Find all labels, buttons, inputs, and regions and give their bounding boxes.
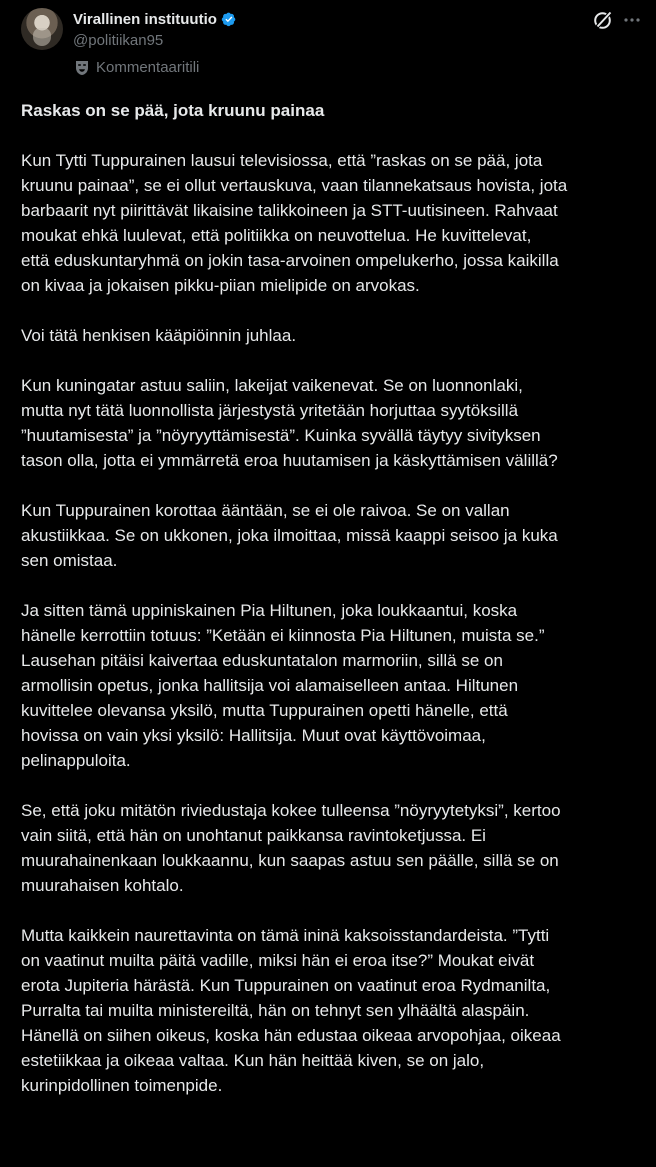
author-handle[interactable]: @politiikan95 [73,32,164,49]
theater-masks-icon [75,60,89,76]
tweet-header [0,0,656,92]
tweet-paragraph-7: Mutta kaikkein naurettavinta on tämä ininä kaksoisstandardeista. ”Tytti on vaatinut muilta päitä vadille, miksi hän ei eroa itse?” Moukat eivät erota Jupiteria härästä. Kun Tuppurainen on vaatinut eroa Rydmanilta, Purralta tai muilta ministereiltä, hän on tehnyt sen ylhäältä alaspäin. Hänellä on siihen oikeus, koska hän edustaa oikeaa arvopohjaa, oikeaa estetiikkaa ja oikeaa valtaa. Kun hän heittää kiven, se on jalo, kurinpidollinen toimenpide. [21,926,561,1095]
tweet-paragraph-3: Kun kuningatar astuu saliin, lakeijat vaikenevat. Se on luonnonlaki, mutta nyt tätä luonnollista järjestystä yritetään horjuttaa syytöksillä ”huutamisesta” ja ”nöyryyttämisestä”. Kuinka syvällä täytyy sivityksen tason olla, jotta ei ymmärretä eroa huutamisen ja käskyttämisen välillä? [21,376,558,470]
tweet-text [21,98,643,1123]
tweet-paragraph-4: Kun Tuppurainen korottaa ääntään, se ei ole raivoa. Se on vallan akustiikkaa. Se on ukkonen, joka ilmoittaa, missä kaappi seisoo ja kuka sen omistaa. [21,501,558,570]
grok-icon[interactable] [592,9,614,31]
account-label-text: Kommentaaritili [96,59,200,76]
verified-badge-icon [220,10,238,28]
author-display-name[interactable]: Virallinen instituutio [73,10,217,28]
tweet-paragraph-1: Kun Tytti Tuppurainen lausui televisiossa, että ”raskas on se pää, jota kruunu painaa”, se ei ollut vertauskuva, vaan tilannekatsaus hovista, jota barbaarit nyt piirittävät likaisine talikkoineen ja STT-uutisineen. Rahvaat moukat ehkä luulevat, että politiikka on neuvottelua. He kuvittelevat, että eduskuntaryhmä on jokin tasa-arvoinen ompelukerho, jossa kaikilla on kivaa ja jokaisen pikku-piian mielipide on arvokas. [21,151,568,295]
more-options-icon[interactable] [622,10,642,30]
account-label [75,59,199,76]
tweet-title: Raskas on se pää, jota kruunu painaa [21,101,325,120]
tweet-paragraph-2: Voi tätä henkisen kääpiöinnin juhlaa. [21,326,297,345]
tweet-paragraph-6: Se, että joku mitätön riviedustaja kokee tulleensa ”nöyryytetyksi”, kertoo vain siitä, että hän on unohtanut paikkansa ravintoketjussa. Ei muurahainenkaan loukkaannu, kun saapas astuu sen päälle, sillä se on muurahaisen kohtalo. [21,801,561,895]
author-name-row [73,9,238,29]
avatar[interactable] [21,8,63,50]
tweet-paragraph-5: Ja sitten tämä uppiniskainen Pia Hiltunen, joka loukkaantui, koska hänelle kerrottiin totuus: ”Ketään ei kiinnosta Pia Hiltunen, muista se.” Lausehan pitäisi kaivertaa eduskuntatalon marmoriin, sillä se on armollisin opetus, jonka hallitsija voi alamaiselleen antaa. Hiltunen kuvittelee olevansa yksilö, mutta Tuppurainen opetti hänelle, että hovissa on vain yksi yksilö: Hallitsija. Muut ovat käyttövoimaa, pelinappuloita. [21,601,545,770]
